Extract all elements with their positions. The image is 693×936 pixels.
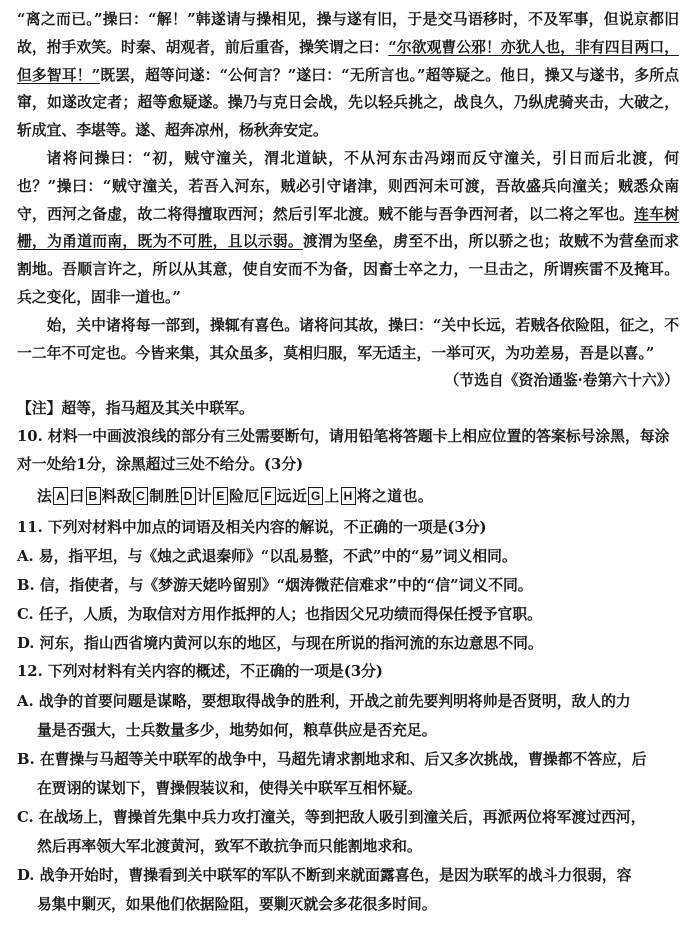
segment-text: 远近 bbox=[276, 487, 308, 505]
segment-text: 险厄 bbox=[229, 487, 260, 505]
segment-text: 上 bbox=[324, 487, 340, 505]
passage-paragraph-2 bbox=[17, 145, 679, 312]
passage-text: 诸将问操曰：“初，贼守潼关，渭北道缺，不从河东击冯翊而反守潼关，引日而后北渡，何也？”操曰：“贼守潼关，若吾入河东，贼必引守诸津，则西河未可渡，吾故盛兵向潼关；贼悉众南守，西河之备虚，故二将得擅取西河；然后引军北渡。贼不能与吾争西河者，以二将之军也。 bbox=[17, 149, 679, 223]
segment-text: 料敌 bbox=[101, 487, 133, 505]
answer-box-h[interactable]: H bbox=[341, 487, 356, 505]
option-line bbox=[17, 687, 679, 716]
question-10-segmentation bbox=[17, 482, 679, 512]
answer-box-a[interactable]: A bbox=[53, 487, 68, 505]
option-text: 任子，人质，为取信对方用作抵押的人；也指因父兄功绩而得保任授予官职。 bbox=[38, 606, 542, 624]
answer-box-f[interactable]: F bbox=[261, 487, 276, 505]
option-text: 信，指使者，与《梦游天姥吟留别》“烟涛微茫信难求”中的“信”词义不同。 bbox=[39, 577, 533, 595]
question-12-option-b[interactable] bbox=[17, 745, 679, 803]
option-text: 战争开始时，曹操看到关中联军的军队不断到来就面露喜色，是因为联军的战斗力很弱，容 bbox=[39, 866, 632, 884]
option-letter: D. bbox=[17, 635, 35, 653]
segment-text: 法 bbox=[37, 487, 53, 505]
answer-box-d[interactable]: D bbox=[181, 487, 196, 505]
question-11-option-b[interactable] bbox=[17, 571, 679, 600]
option-line bbox=[17, 803, 679, 832]
option-text: 在曹操与马超等关中联军的战争中，马超先请求割地求和、后又多次挑战，曹操都不答应，后 bbox=[39, 750, 647, 768]
answer-box-c[interactable]: C bbox=[133, 487, 148, 505]
segment-text: 计 bbox=[196, 487, 213, 505]
option-line bbox=[17, 861, 679, 890]
option-letter: B. bbox=[17, 750, 35, 768]
option-text: 易，指平坦，与《烛之武退秦师》“以乱易整，不武”中的“易”词义相同。 bbox=[38, 548, 517, 566]
passage-text: “离之而已。”操曰：“解！”韩遂请与操相见，操与遂有旧，于是交马语移时，不及军事，但说京都旧故，拊手欢笑。时秦、胡观者，前后重沓，操笑谓之曰： bbox=[17, 11, 679, 56]
question-11-option-c[interactable] bbox=[17, 600, 679, 629]
passage-paragraph-3: 始，关中诸将每一部到，操辄有喜色。诸将问其故，操曰：“关中长远，若贼各依险阻，征之，不一二年不可定也。今皆来集，其众虽多，莫相归服，军无适主，一举可灭，为功差易，吾是以喜。” bbox=[17, 316, 679, 362]
question-11-stem: 11. 下列对材料中加点的词语及相关内容的解说，不正确的一项是(3分) bbox=[17, 518, 487, 536]
option-line: 易集中剿灭，如果他们依据险阻，要剿灭就会多花很多时间。 bbox=[37, 895, 437, 913]
option-letter: A. bbox=[17, 692, 34, 710]
question-12-option-d[interactable] bbox=[17, 861, 679, 919]
question-12-stem: 12. 下列对材料有关内容的概述，不正确的一项是(3分) bbox=[17, 663, 383, 681]
segment-text: 制胜 bbox=[149, 487, 180, 505]
option-line bbox=[17, 745, 679, 774]
answer-box-g[interactable]: G bbox=[308, 487, 323, 505]
option-letter: D. bbox=[17, 866, 35, 884]
annotation-note: 【注】超等，指马超及其关中联军。 bbox=[17, 400, 254, 418]
underlined-sentence: 连车树栅，为甬道而南，既为不可胜，且以示弱。 bbox=[17, 205, 679, 251]
answer-box-e[interactable]: E bbox=[213, 487, 228, 505]
question-11-option-d[interactable] bbox=[17, 629, 679, 658]
option-line: 然后再率领大军北渡黄河，致军不敢抗争而只能割地求和。 bbox=[37, 837, 422, 855]
option-text: 在战场上，曹操首先集中兵力攻打潼关，等到把敌人吸引到潼关后，再派两位将军渡过西河， bbox=[38, 808, 646, 826]
passage-text: 既罢，超等问遂：“公何言？”遂曰：“无所言也。”超等疑之。他日，操又与遂书，多所点窜，如遂改定者；超等愈疑遂。操乃与克日会战，先以轻兵挑之，战良久，乃纵虎骑夹击，大破之，斩成宜、李堪等。遂、超奔凉州，杨秋奔安定。 bbox=[17, 66, 680, 140]
option-text: 河东，指山西省境内黄河以东的地区，与现在所说的指河流的东边意思不同。 bbox=[39, 635, 543, 653]
option-text: 战争的首要问题是谋略，要想取得战争的胜利，开战之前先要判明将帅是否贤明，敌人的力 bbox=[38, 692, 631, 710]
segment-text: 曰 bbox=[69, 487, 85, 505]
question-12-option-c[interactable] bbox=[17, 803, 679, 861]
question-10-stem: 10. 材料一中画波浪线的部分有三处需要断句，请用铅笔将答题卡上相应位置的答案标号涂黑，每涂对一处给1分，涂黑超过三处不给分。(3分) bbox=[17, 427, 670, 474]
source-citation: （节选自《资治通鉴·卷第六十六》） bbox=[444, 372, 679, 390]
option-line: 量是否强大，士兵数量多少，地势如何，粮草供应是否充足。 bbox=[37, 721, 437, 739]
question-11-option-a[interactable] bbox=[17, 542, 679, 571]
question-12-option-a[interactable] bbox=[17, 687, 679, 745]
option-line: 在贾诩的谋划下，曹操假装议和，使得关中联军互相怀疑。 bbox=[37, 779, 422, 797]
passage-text: 渡渭为坚垒，虏至不出，所以骄之也；故贼不为营垒而求割地。吾顺言许之，所以从其意，使自安而不为备，因畜士卒之力，一旦击之，所谓疾雷不及掩耳。兵之变化，固非一道也。” bbox=[17, 233, 679, 306]
passage-paragraph-1 bbox=[17, 6, 679, 145]
option-letter: B. bbox=[17, 577, 35, 595]
option-letter: C. bbox=[17, 606, 34, 624]
segment-text: 将之道也。 bbox=[356, 487, 434, 505]
answer-box-b[interactable]: B bbox=[86, 487, 101, 505]
option-letter: A. bbox=[17, 548, 34, 566]
option-letter: C. bbox=[17, 808, 34, 826]
underlined-sentence: “尔欲观曹公邪！亦犹人也，非有四目两口，但多智耳！” bbox=[17, 38, 679, 84]
